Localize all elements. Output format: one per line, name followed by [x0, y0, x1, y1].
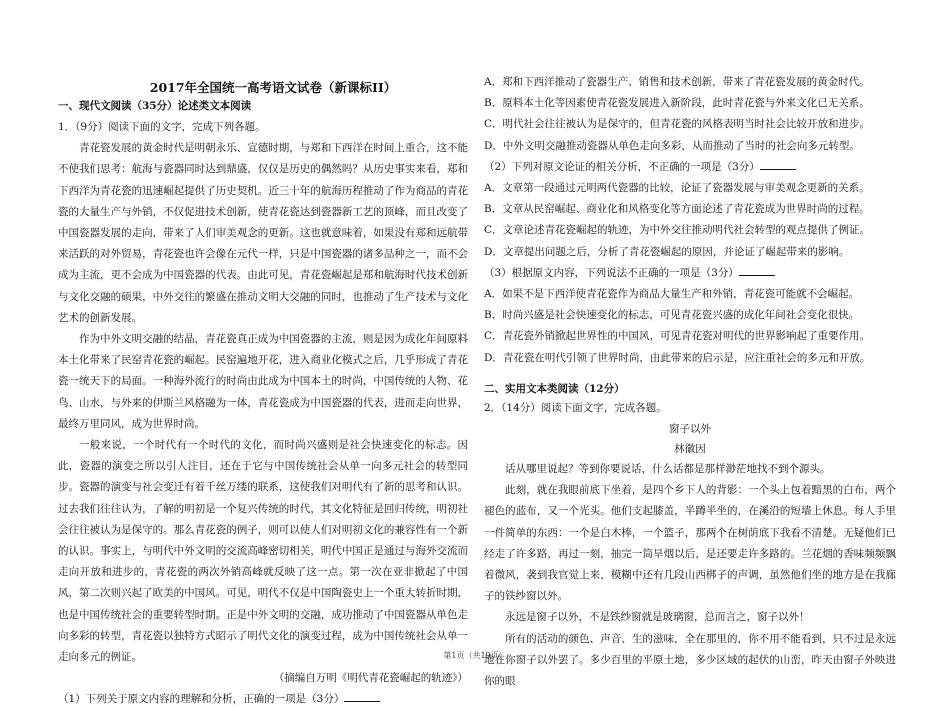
- sub-question: [484, 263, 896, 284]
- page-footer: 第1页（共19页）: [443, 651, 507, 660]
- essay-paragraph: 永远是窗子以外，不是铁纱窗就是玻璃窗，总而言之，窗子以外！: [505, 611, 810, 624]
- right-column: [484, 72, 896, 692]
- essay-paragraph: 此刻，就在我眼前底下坐着，是四个乡下人的背影：一个头上包着黯黑的白布，两个褪色的蓝布，又一个光头。他们支起膝盖，半蹲半坐的，在溪沿的短墙上休息。每人手里一件简单的东西：一个是白木棒，一个篮子，那两个在树荫底下我看不清楚。无疑他们已经走了许多路，再过一刻，抽完一筒旱烟以后，是还要走许多路的。兰花烟的香味频频飘着微风，袭到我官觉上来，模糊中还有几段山西梆子的声调，虽然他们坐的地方是在我廊子的铁纱窗以外。: [484, 484, 896, 603]
- sub-question-text: （2）下列对原文论证的相关分析，不正确的一项是（3分）: [484, 160, 760, 173]
- section-heading: 一、现代文阅读（35分）论述类文本阅读: [58, 100, 252, 112]
- sub-question: [484, 157, 896, 178]
- option: C．青花瓷外销掀起世界性的中国风，可见青花瓷对明代的世界影响起了重要作用。: [484, 330, 871, 343]
- passage-paragraph: 青花瓷发展的黄金时代是明朝永乐、宣德时期，与郑和下西洋在时间上重合，这不能不使我们思考：航海与瓷器同时达到鼎盛，仅仅是历史的偶然吗？从历史事实来看，郑和下西洋为青花瓷的迅速崛起提供了历史契机。近三十年的航海历程推动了作为商品的青花瓷的大量生产与外销，不仅促进技术创新，使青花瓷达到瓷器新工艺的顶峰，而且改变了中国瓷器发展的走向，带来了人们审美观念的更新。这也就意味着，如果没有郑和远航带来活跃的对外贸易，青花瓷也许会像在元代一样，只是中国瓷器的诸多品种之一，而不会成为主流，更不会成为中国瓷器的代表。由此可见，青花瓷崛起是郑和航海时代技术创新与文化交融的硕果，中外交往的繁盛在推动文明大交融的同时，也推动了生产技术与文化艺术的创新发展。: [58, 142, 468, 324]
- option: D．中外文明交融推动瓷器从单色走向多彩，从而推动了当时的社会向多元转型。: [484, 139, 860, 152]
- passage-paragraph: 一般来说，一个时代有一个时代的文化，而时尚兴盛则是社会快速变化的标志。因此，瓷器的演变之所以引人注目，还在于它与中国传统社会从单一向多元社会的转型同步。瓷器的演变与社会变迁有着千丝万缕的联系，这使我们对明代有了新的思考和认识。过去我们往往认为，了解的明初是一个复兴传统的时代，其文化特征是回归传统，明初社会往往被认为是保守的。那么青花瓷的例子，则可以使人们对明初文化的兼容性有一个新的认识。事实上，与明代中外文明的交流高峰密切相关，明代中国正是通过与海外交流而走向开放和进步的，青花瓷的两次外销高峰就反映了这一点。第一次在亚非掀起了中国风，第二次则兴起了欧美的中国风。可见，明代不仅是中国陶瓷史上一个重大转折时期，也是中国传统社会的重要转型时期。正是中外文明的交融，成功推动了中国瓷器从单色走向多彩的转型，青花瓷以独特方式昭示了明代文化的演变过程，成为中国传统社会从单一走向多元的例证。: [58, 439, 468, 664]
- option: B．时尚兴盛是社会快速变化的标志，可见青花瓷兴盛的成化年间社会变化很快。: [484, 309, 860, 322]
- answer-blank[interactable]: [739, 265, 775, 276]
- option: A．文章第一段通过元明两代瓷器的比较，论证了瓷器发展与审美观念更新的关系。: [484, 182, 870, 195]
- option: B．原料本土化等因素使青花瓷发展进入新阶段，此时青花瓷与外来文化已无关系。: [484, 97, 870, 110]
- question-intro: 1．（9分）阅读下面的文字，完成下列各题。: [58, 121, 266, 133]
- left-column: [58, 98, 468, 711]
- question-intro: 2．（14分）阅读下面文字，完成各题。: [484, 401, 667, 414]
- option: B．文章从民窑崛起、商业化和风格变化等方面论述了青花瓷成为世界时尚的过程。: [484, 203, 870, 216]
- option: A．郑和下西洋推动了瓷器生产、销售和技术创新，带来了青花瓷发展的黄金时代。: [484, 76, 870, 88]
- option: C．明代社会往往被认为是保守的，但青花瓷的风格表明当时社会比较开放和进步。: [484, 118, 871, 131]
- sub-question-text: （1）下列关于原文内容的理解和分析，正确的一项是（3分）: [58, 693, 345, 706]
- essay-paragraph: 话从哪里说起？等到你要说话，什么话都是那样渺茫地找不到个源头。: [505, 463, 831, 476]
- option: A．如果不是下西洋使青花瓷作为商品大量生产和外销，青花瓷可能就不会崛起。: [484, 288, 860, 301]
- section-heading: 二、实用文本类阅读（12分）: [484, 382, 625, 395]
- sub-question: [58, 689, 468, 710]
- answer-blank[interactable]: [760, 159, 796, 170]
- passage-paragraph: 作为中外文明交融的结晶，青花瓷真正成为中国瓷器的主流，则是因为成化年间原料本土化带来了民窑青花瓷的崛起。民窑遍地开花，进入商业化模式之后，几乎形成了青花瓷一统天下的局面。一种海外流行的时尚由此成为中国本土的时尚，中国传统的人物、花鸟、山水，与外来的伊斯兰风格融为一体，青花瓷成为中国瓷器的代表，进而走向世界，最终万里同风，成为世界时尚。: [58, 333, 468, 430]
- citation: （摘编自万明《明代青花瓷崛起的轨迹》）: [273, 672, 468, 685]
- essay-title: 窗子以外: [669, 423, 711, 436]
- option: D．文章提出问题之后，分析了青花瓷崛起的原因，并论证了崛起带来的影响。: [484, 245, 850, 258]
- sub-question-text: （3）根据原文内容，下列说法不正确的一项是（3分）: [484, 266, 739, 279]
- option: D．青花瓷在明代引领了世界时尚，由此带来的启示是，应注重社会的多元和开放。: [484, 351, 871, 364]
- page-title: 2017年全国统一高考语文试卷（新课标II）: [149, 80, 397, 95]
- answer-blank[interactable]: [344, 691, 380, 702]
- option: C．文章论述青花瓷崛起的轨迹，为中外交往推动明代社会转型的观点提供了例证。: [484, 224, 871, 237]
- essay-paragraph: 所有的活动的颜色、声音、生的滋味，全在那里的，你不用不能看到，只不过是永远地在你窗子以外罢了。多少百里的平原土地，多少区域的起伏的山峦，昨天由窗子外映进你的眼: [484, 632, 896, 688]
- essay-author: 林徽因: [674, 443, 706, 456]
